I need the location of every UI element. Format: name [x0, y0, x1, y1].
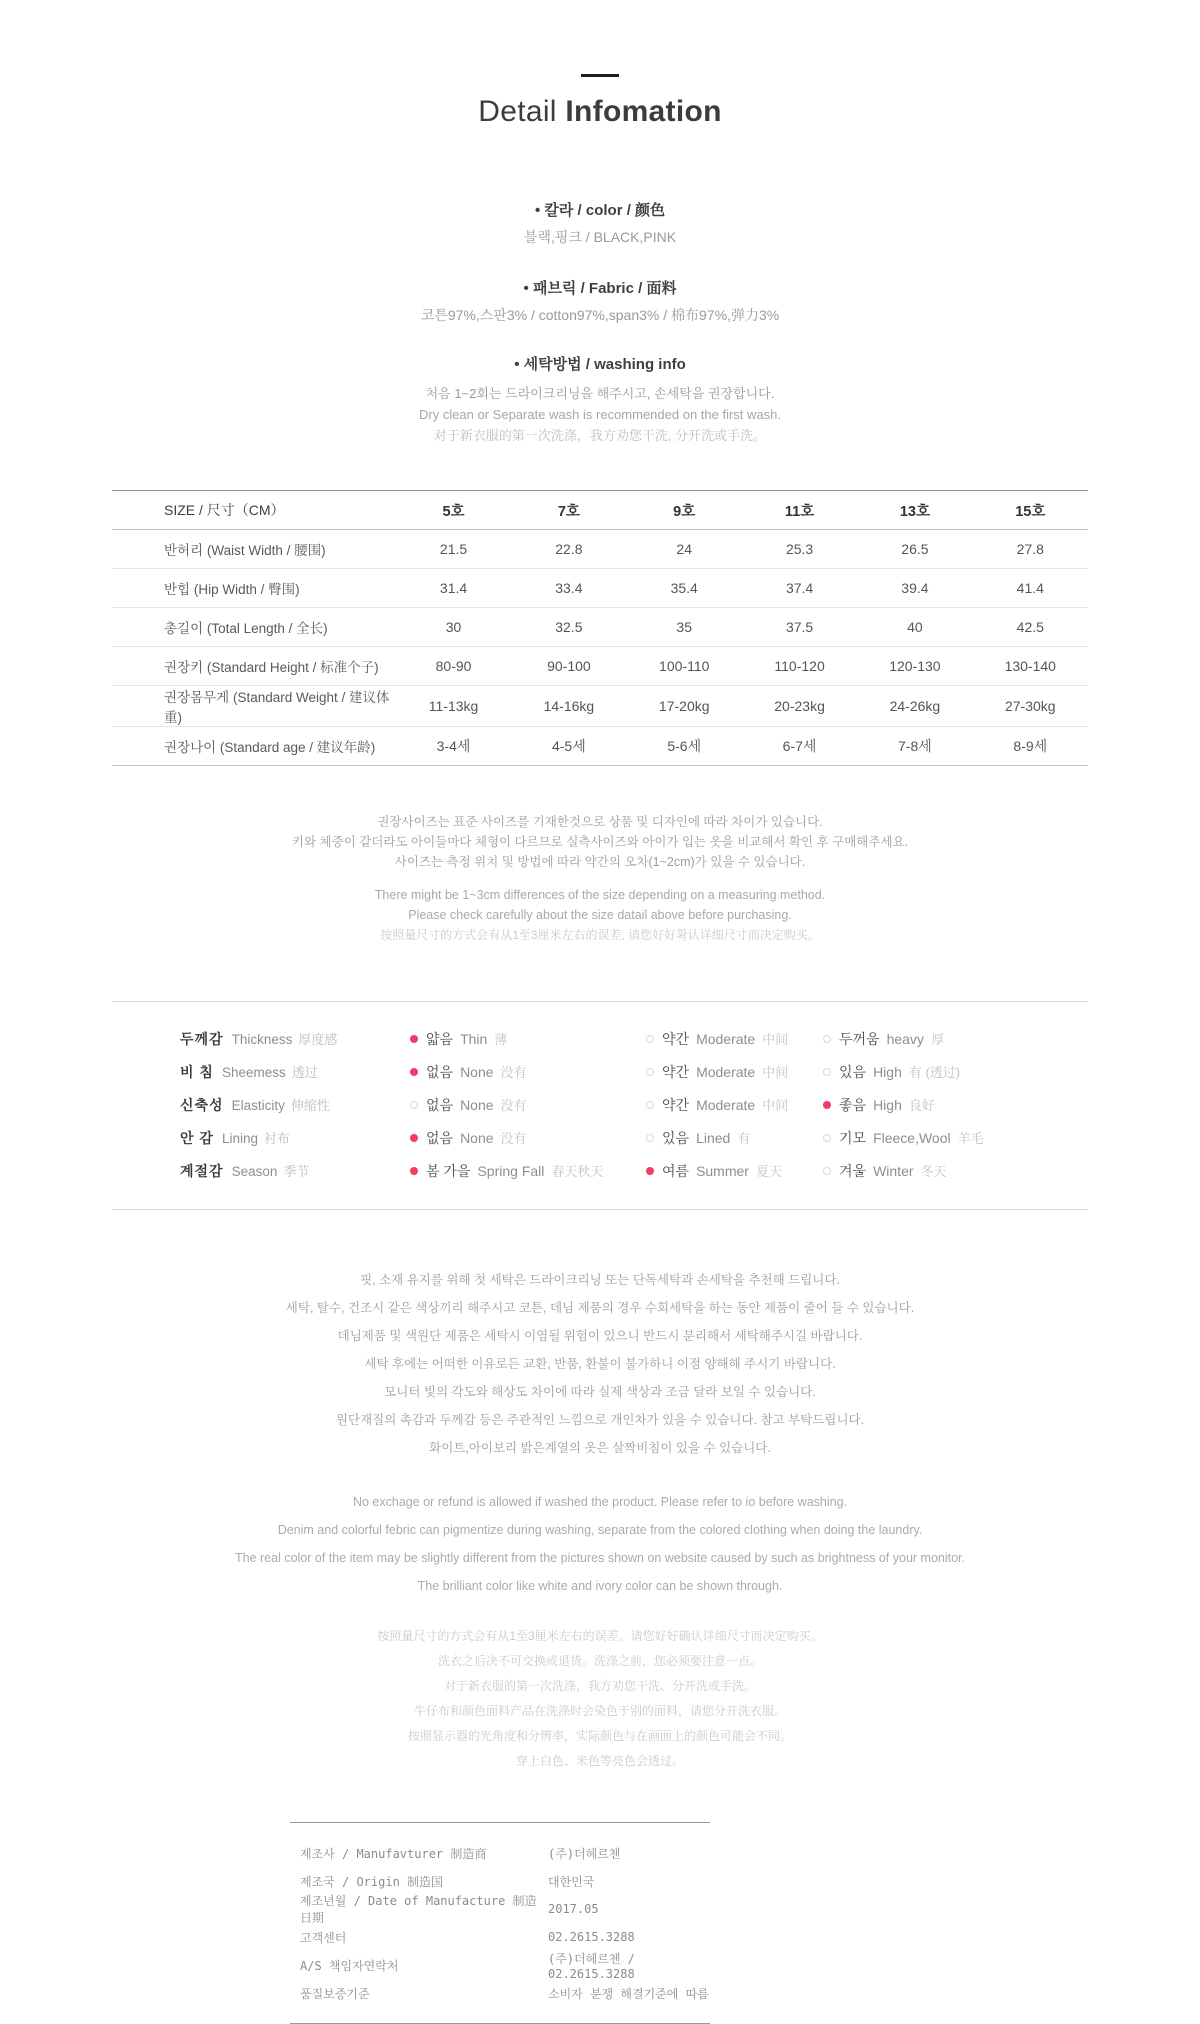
trait-label: [180, 1095, 410, 1115]
size-cell: 17-20kg: [658, 698, 710, 714]
color-section-heading: • 칼라 / color / 颜色: [534, 202, 666, 219]
size-table: [112, 490, 1088, 766]
size-cell: 30: [445, 619, 462, 635]
option-zh: 有: [737, 1131, 751, 1146]
row-label: 반허리 (Waist Width / 腰围): [164, 543, 326, 558]
manufacturer-label: 제조사 / Manufavturer 制造商: [300, 1846, 487, 1861]
size-cell: 37.4: [785, 580, 814, 596]
radio-dot-icon: [410, 1101, 418, 1109]
size-cell: 27-30kg: [1004, 698, 1056, 714]
size-cell: 39.4: [901, 580, 929, 596]
size-cell: 24: [676, 541, 692, 557]
size-column-header: 15호: [1015, 503, 1046, 520]
option-zh: 夏天: [755, 1164, 782, 1179]
washing-notes: [0, 383, 1200, 446]
trait-label: [180, 1161, 410, 1181]
size-cell: 11-13kg: [428, 698, 479, 714]
trait-option: [410, 1095, 646, 1115]
size-cell: 42.5: [1016, 619, 1044, 635]
option-en: Fleece,Wool: [873, 1129, 951, 1146]
option-zh: 有 (透过): [908, 1065, 961, 1080]
option-zh: 没有: [500, 1065, 527, 1080]
option-zh: 薄: [494, 1032, 508, 1047]
care-notes-chinese: [0, 1624, 1200, 1774]
option-ko: 기모: [839, 1129, 867, 1146]
trait-option: [410, 1029, 646, 1049]
option-ko: 있음: [662, 1129, 690, 1146]
trait-option: [823, 1128, 1088, 1148]
option-ko: 없음: [426, 1063, 454, 1080]
radio-dot-icon: [823, 1035, 831, 1043]
size-note-zh: 按照量尺寸的方式会有从1至3厘米左右的误差, 请您好好확认详细尺寸而决定购买。: [380, 928, 820, 942]
trait-option: [646, 1062, 823, 1082]
trait-row-elasticity: [112, 1088, 1088, 1121]
radio-dot-icon: [410, 1068, 418, 1076]
option-ko: 있음: [839, 1063, 867, 1080]
option-en: Summer: [696, 1162, 749, 1179]
size-table-corner-label: SIZE / 尺寸（CM）: [164, 502, 285, 518]
table-row-total-length: [112, 608, 1088, 647]
trait-option: [646, 1128, 823, 1148]
trait-label-ko: 안 감: [180, 1129, 214, 1146]
size-cell: 130-140: [1004, 658, 1056, 674]
size-cell: 8-9세: [1013, 738, 1048, 754]
option-en: Moderate: [696, 1096, 756, 1113]
size-column-header: 7호: [557, 503, 580, 520]
trait-row-sheerness: [112, 1055, 1088, 1088]
option-ko: 두꺼움: [839, 1030, 880, 1047]
size-cell: 35.4: [670, 580, 698, 596]
manufacturer-label: 품질보증기준: [300, 1986, 370, 2001]
option-ko: 약간: [662, 1063, 690, 1080]
radio-dot-icon: [823, 1101, 831, 1109]
trait-label: [180, 1128, 410, 1148]
manufacturer-table: [290, 1822, 710, 2024]
size-cell: 90-100: [547, 658, 591, 674]
size-note-en: Please check carefully about the size datail above before purchasing.: [408, 908, 792, 922]
trait-option: [646, 1095, 823, 1115]
fabric-section: [0, 277, 1200, 325]
option-ko: 없음: [426, 1096, 454, 1113]
size-cell: 110-120: [774, 658, 825, 674]
trait-label-en: Sheemess: [221, 1064, 286, 1080]
color-section: [0, 199, 1200, 247]
size-cell: 120-130: [889, 658, 941, 674]
trait-label-zh: 厚度感: [298, 1031, 338, 1047]
size-cell: 7-8세: [898, 738, 932, 754]
size-cell: 25.3: [785, 541, 814, 557]
radio-dot-icon: [646, 1167, 654, 1175]
radio-dot-icon: [646, 1068, 654, 1076]
care-note-ko: 원단재질의 촉감과 두께감 등은 주관적인 느낌으로 개인차가 있을 수 있습니다. 참고 부탁드립니다.: [335, 1413, 865, 1427]
size-cell: 6-7세: [782, 738, 817, 754]
option-en: None: [460, 1129, 494, 1146]
table-row-hip: [112, 569, 1088, 608]
option-en: Spring Fall: [477, 1162, 545, 1179]
row-label: 총길이 (Total Length / 全长): [164, 621, 328, 636]
size-cell: 35: [676, 619, 692, 635]
trait-option: [646, 1161, 823, 1181]
trait-option: [823, 1029, 1088, 1049]
trait-label-ko: 신축성: [180, 1096, 224, 1113]
radio-dot-icon: [823, 1167, 831, 1175]
option-ko: 약간: [662, 1096, 690, 1113]
care-note-en: The brilliant color like white and ivory color can be shown through.: [417, 1579, 783, 1593]
care-note-zh: 按照量尺寸的方式会有从1至3厘米左右的误差。请您好好确认详细尺寸而决定购买。: [377, 1629, 823, 1643]
trait-label-en: Elasticity: [231, 1097, 285, 1113]
radio-dot-icon: [410, 1167, 418, 1175]
radio-dot-icon: [646, 1134, 654, 1142]
size-cell: 100-110: [659, 658, 710, 674]
trait-label-ko: 비 침: [180, 1063, 214, 1080]
trait-option: [410, 1062, 646, 1082]
option-en: High: [873, 1096, 902, 1113]
radio-dot-icon: [823, 1134, 831, 1142]
radio-dot-icon: [410, 1035, 418, 1043]
option-zh: 良好: [908, 1098, 935, 1113]
option-ko: 겨울: [839, 1162, 867, 1179]
care-note-ko: 데님제품 및 색원단 제품은 세탁시 이염될 위험이 있으니 반드시 분리해서 세탁해주시길 바랍니다.: [337, 1329, 863, 1343]
option-zh: 中间: [762, 1065, 789, 1080]
row-label: 반힙 (Hip Width / 臀围): [164, 582, 300, 597]
manufacturer-label: 제조국 / Origin 制造国: [300, 1874, 444, 1889]
page-header: [0, 0, 1200, 129]
size-notes: [0, 812, 1200, 945]
size-note-en: There might be 1~3cm differences of the size depending on a measuring method.: [374, 888, 826, 902]
size-cell: 22.8: [555, 541, 583, 557]
washing-note-zh: 对于新衣服的第一次洗涤，我方劝您干洗, 分开洗或手洗。: [433, 428, 767, 443]
size-column-header: 13호: [899, 503, 930, 520]
size-cell: 33.4: [555, 580, 583, 596]
size-cell: 37.5: [785, 619, 814, 635]
table-row-standard-height: [112, 647, 1088, 686]
care-note-en: Denim and colorful febric can pigmentize during washing, separate from the colored clothing when doing the laundry.: [277, 1523, 923, 1537]
washing-note-en: Dry clean or Separate wash is recommended on the first wash.: [418, 407, 781, 422]
washing-section-heading: • 세탁방법 / washing info: [514, 356, 686, 373]
manufacturer-value: 대한민국: [548, 1874, 595, 1889]
size-cell: 3-4세: [436, 738, 471, 754]
trait-label-zh: 衬布: [263, 1130, 290, 1146]
option-ko: 얇음: [426, 1030, 454, 1047]
trait-option: [823, 1161, 1088, 1181]
page-title: [0, 95, 1200, 129]
size-table-header-row: [112, 491, 1088, 530]
page-title-bold: Infomation: [565, 95, 722, 128]
option-zh: 没有: [500, 1131, 527, 1146]
size-cell: 26.5: [901, 541, 929, 557]
option-zh: 冬天: [920, 1164, 947, 1179]
radio-dot-icon: [823, 1068, 831, 1076]
trait-label-ko: 두께감: [180, 1030, 224, 1047]
radio-dot-icon: [646, 1035, 654, 1043]
radio-dot-icon: [646, 1101, 654, 1109]
fabric-section-heading: • 패브릭 / Fabric / 面料: [523, 280, 677, 297]
option-zh: 中间: [762, 1032, 789, 1047]
care-note-zh: 对于新衣服的第一次洗涤，我方劝您干洗、分开洗或手洗。: [443, 1679, 756, 1693]
trait-row-lining: [112, 1121, 1088, 1154]
washing-section: [0, 353, 1200, 446]
care-note-en: No exchage or refund is allowed if washed the product. Please refer to io before washing.: [352, 1495, 848, 1509]
trait-option: [823, 1095, 1088, 1115]
trait-label-zh: 伸缩性: [290, 1097, 330, 1113]
option-en: High: [873, 1063, 902, 1080]
table-row-standard-age: [112, 727, 1088, 766]
care-notes-korean: [0, 1266, 1200, 1462]
trait-option: [410, 1161, 646, 1181]
size-cell: 5-6세: [667, 738, 702, 754]
trait-label-en: Thickness: [231, 1031, 293, 1047]
manufacturer-label: A/S 책임자연락처: [300, 1958, 399, 1973]
option-en: None: [460, 1096, 494, 1113]
care-note-zh: 牛仔布和颜色面料产品在洗涤时会染色于别的面料，请您分开洗衣服。: [413, 1704, 786, 1718]
size-cell: 14-16kg: [543, 698, 595, 714]
care-note-ko: 화이트,아이보리 밝은계열의 옷은 살짝비침이 있을 수 있습니다.: [429, 1441, 771, 1455]
manufacturer-row: [300, 1951, 710, 1979]
manufacturer-value: (주)더헤르첸: [548, 1846, 621, 1861]
size-cell: 32.5: [555, 619, 583, 635]
option-ko: 좋음: [839, 1096, 867, 1113]
fabric-traits-table: [112, 1001, 1088, 1210]
divider-dash: [581, 74, 619, 77]
option-ko: 없음: [426, 1129, 454, 1146]
size-column-header: 11호: [784, 503, 815, 520]
trait-label-zh: 季节: [283, 1163, 310, 1179]
care-note-ko: 세탁, 탈수, 건조시 같은 색상끼리 해주시고 코튼, 데님 제품의 경우 수회세탁을 하는 동안 제품이 줄어 들 수 있습니다.: [285, 1301, 915, 1315]
care-note-ko: 모니터 빛의 각도와 해상도 차이에 따라 실제 색상과 조금 달라 보일 수 있습니다.: [384, 1385, 816, 1399]
trait-row-thickness: [112, 1022, 1088, 1055]
size-note-ko: 키와 체중이 같더라도 아이들마다 체형이 다르므로 실측사이즈와 아이가 입는 옷을 비교해서 확인 후 구매해주세요.: [291, 835, 909, 849]
option-ko: 여름: [662, 1162, 690, 1179]
trait-label-ko: 계절감: [180, 1162, 224, 1179]
option-en: heavy: [886, 1030, 924, 1047]
trait-row-season: [112, 1154, 1088, 1187]
size-cell: 41.4: [1016, 580, 1044, 596]
row-label: 권장키 (Standard Height / 标准个子): [164, 660, 379, 675]
option-zh: 春天秋天: [551, 1164, 604, 1179]
size-column-header: 9호: [673, 503, 696, 520]
option-en: None: [460, 1063, 494, 1080]
trait-label: [180, 1062, 410, 1082]
fabric-value: 코튼97%,스판3% / cotton97%,span3% / 棉布97%,弹力3%: [420, 307, 780, 323]
option-en: Thin: [460, 1030, 488, 1047]
manufacturer-label: 고객센터: [300, 1930, 347, 1945]
option-en: Moderate: [696, 1030, 756, 1047]
care-note-zh: 穿上白色、米色等亮色会透过。: [515, 1754, 684, 1768]
manufacturer-row: [300, 1923, 710, 1951]
size-column-header: 5호: [442, 503, 465, 520]
color-value: 블랙,핑크 / BLACK,PINK: [523, 229, 677, 245]
size-cell: 21.5: [439, 541, 468, 557]
manufacturer-value: 2017.05: [548, 1902, 599, 1916]
option-en: Moderate: [696, 1063, 756, 1080]
size-cell: 31.4: [439, 580, 468, 596]
trait-label-en: Season: [231, 1163, 278, 1179]
trait-label: [180, 1029, 410, 1049]
size-cell: 40: [907, 619, 923, 635]
trait-label-zh: 透过: [291, 1064, 318, 1080]
washing-note-ko: 처음 1~2회는 드라이크리닝을 해주시고, 손세탁을 권장합니다.: [425, 386, 775, 401]
option-en: Lined: [696, 1129, 731, 1146]
size-cell: 20-23kg: [774, 698, 825, 714]
table-row-standard-weight: [112, 686, 1088, 727]
manufacturer-row: [300, 1867, 710, 1895]
page-title-light: Detail: [478, 95, 557, 128]
option-zh: 中间: [762, 1098, 789, 1113]
care-note-zh: 洗衣之后决不可交换或退货。洗涤之前，您必须要注意一点。: [437, 1654, 762, 1668]
care-notes: [0, 1266, 1200, 1774]
size-note-ko: 권장사이즈는 표준 사이즈를 기재한것으로 상품 및 디자인에 따라 차이가 있습니다.: [377, 815, 823, 829]
size-cell: 24-26kg: [889, 698, 941, 714]
option-zh: 没有: [500, 1098, 527, 1113]
row-label: 권장몸무게 (Standard Weight / 建议体重): [164, 690, 390, 725]
size-cell: 4-5세: [551, 738, 586, 754]
trait-option: [410, 1128, 646, 1148]
size-note-ko: 사이즈는 측정 위치 및 방법에 따라 약간의 오차(1~2cm)가 있을 수 있습니다.: [394, 855, 806, 869]
option-zh: 厚: [930, 1032, 944, 1047]
care-note-en: The real color of the item may be slightly different from the pictures shown on website caused by such as brightness of your monitor.: [235, 1551, 965, 1565]
option-zh: 羊毛: [957, 1131, 984, 1146]
row-label: 권장나이 (Standard age / 建议年龄): [164, 740, 376, 755]
trait-label-en: Lining: [221, 1130, 258, 1146]
radio-dot-icon: [410, 1134, 418, 1142]
care-note-ko: 핏, 소재 유지를 위해 첫 세탁은 드라이크리닝 또는 단독세탁과 손세탁을 추천해 드립니다.: [360, 1273, 840, 1287]
table-row-waist: [112, 530, 1088, 569]
option-ko: 봄 가을: [426, 1162, 471, 1179]
manufacturer-value: 소비자 분쟁 해결기준에 따름: [548, 1986, 709, 2001]
trait-option: [823, 1062, 1088, 1082]
manufacturer-row: [300, 1895, 710, 1923]
manufacturer-value: 02.2615.3288: [548, 1930, 635, 1944]
care-note-zh: 按照显示器的光角度和分辨率，实际颜色与在画面上的颜色可能会不同。: [407, 1729, 792, 1743]
size-cell: 27.8: [1016, 541, 1044, 557]
care-notes-english: [0, 1488, 1200, 1600]
manufacturer-row: [300, 1839, 710, 1867]
care-note-ko: 세탁 후에는 어떠한 이유로든 교환, 반품, 환불이 불가하니 이점 양해해 주시기 바랍니다.: [364, 1357, 836, 1371]
manufacturer-value: (주)더헤르첸 / 02.2615.3288: [548, 1951, 635, 1981]
size-cell: 80-90: [435, 658, 472, 674]
trait-option: [646, 1029, 823, 1049]
option-ko: 약간: [662, 1030, 690, 1047]
manufacturer-row: [300, 1979, 710, 2007]
option-en: Winter: [873, 1162, 914, 1179]
manufacturer-label: 제조년월 / Date of Manufacture 制造日期: [300, 1894, 537, 1925]
